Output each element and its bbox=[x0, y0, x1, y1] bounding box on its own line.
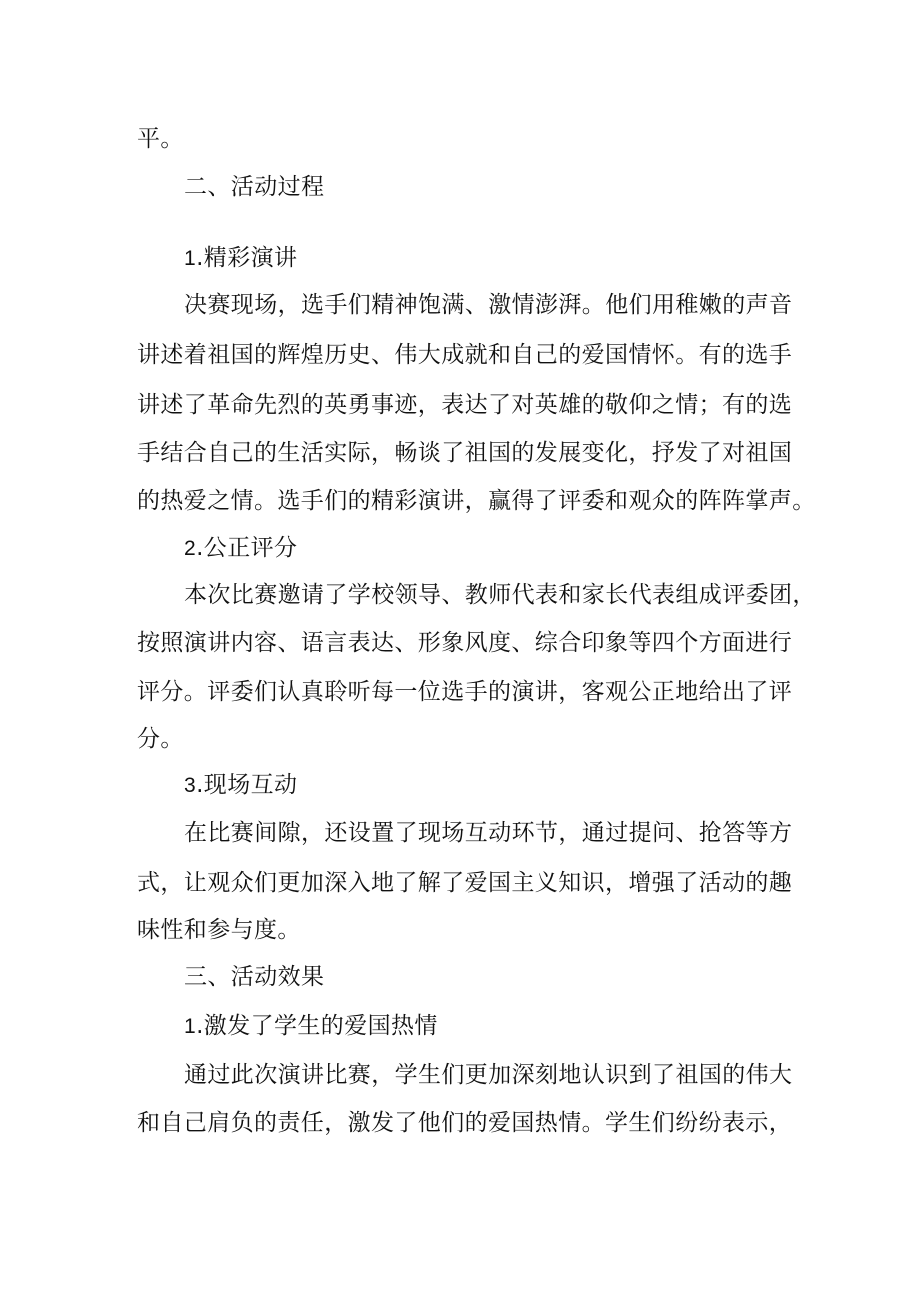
paragraph-line: 通过此次演讲比赛，学生们更加深刻地认识到了祖国的伟大 bbox=[184, 1062, 793, 1088]
section-heading: 三、活动效果 bbox=[184, 964, 325, 990]
paragraph-line: 评分。评委们认真聆听每一位选手的演讲，客观公正地给出了评 bbox=[137, 679, 793, 705]
subsection-title: .公正评分 bbox=[196, 535, 298, 561]
subsection-title: .现场互动 bbox=[196, 772, 298, 798]
paragraph-line: 在比赛间隙，还设置了现场互动环节，通过提问、抢答等方 bbox=[184, 820, 793, 846]
text-line: 平。 bbox=[137, 126, 184, 152]
paragraph-line: 的热爱之情。选手们的精彩演讲，赢得了评委和观众的阵阵掌声。 bbox=[137, 488, 816, 514]
subsection-number: 3 bbox=[184, 774, 197, 797]
paragraph-line: 本次比赛邀请了学校领导、教师代表和家长代表组成评委团， bbox=[184, 582, 816, 608]
paragraph-line: 分。 bbox=[137, 726, 184, 752]
subsection-heading bbox=[184, 533, 297, 564]
paragraph-line: 讲述着祖国的辉煌历史、伟大成就和自己的爱国情怀。有的选手 bbox=[137, 342, 793, 368]
subsection-number: 1 bbox=[184, 247, 197, 270]
section-heading: 二、活动过程 bbox=[184, 174, 325, 200]
subsection-title: .激发了学生的爱国热情 bbox=[196, 1013, 438, 1039]
paragraph-line: 味性和参与度。 bbox=[137, 917, 301, 943]
paragraph-line: 手结合自己的生活实际，畅谈了祖国的发展变化，抒发了对祖国 bbox=[137, 440, 793, 466]
subsection-number: 1 bbox=[184, 1015, 197, 1038]
paragraph-line: 按照演讲内容、语言表达、形象风度、综合印象等四个方面进行 bbox=[137, 630, 793, 656]
paragraph-line: 决赛现场，选手们精神饱满、激情澎湃。他们用稚嫩的声音 bbox=[184, 292, 793, 318]
subsection-heading bbox=[184, 770, 297, 801]
paragraph-line: 和自己肩负的责任，激发了他们的爱国热情。学生们纷纷表示， bbox=[137, 1110, 793, 1136]
subsection-heading bbox=[184, 1011, 438, 1042]
paragraph-line: 式，让观众们更加深入地了解了爱国主义知识，增强了活动的趣 bbox=[137, 870, 793, 896]
subsection-heading bbox=[184, 243, 297, 274]
subsection-title: .精彩演讲 bbox=[196, 245, 298, 271]
subsection-number: 2 bbox=[184, 537, 197, 560]
paragraph-line: 讲述了革命先烈的英勇事迹，表达了对英雄的敬仰之情；有的选 bbox=[137, 392, 793, 418]
